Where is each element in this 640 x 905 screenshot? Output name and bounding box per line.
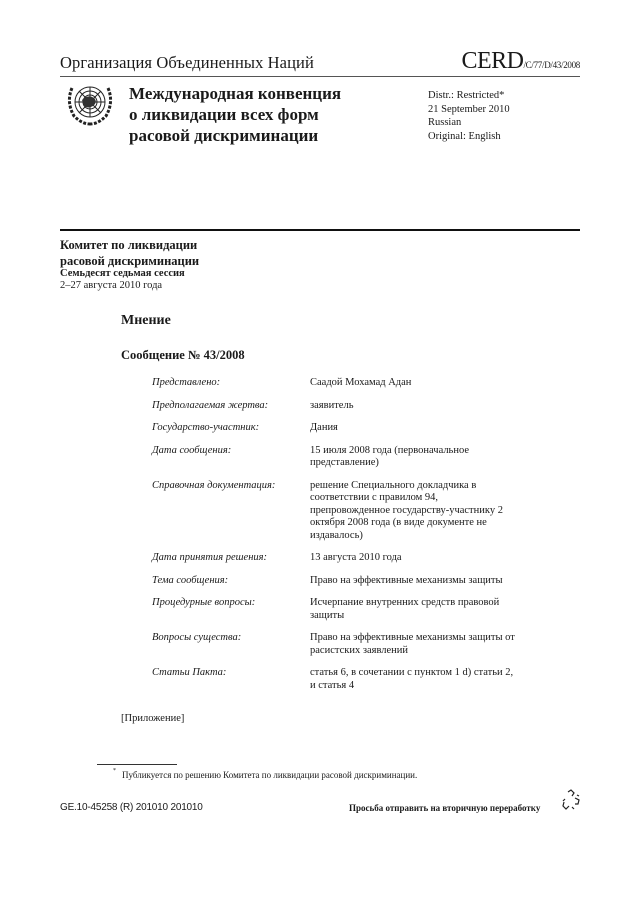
detail-value: Право на эффективные механизмы защиты [310, 574, 503, 586]
symbol-suffix: /C/77/D/43/2008 [523, 60, 580, 70]
communication-details [152, 377, 532, 702]
detail-label: Справочная документация: [152, 479, 276, 491]
detail-row [152, 445, 532, 470]
detail-value: заявитель [310, 399, 354, 411]
convention-title-line: расовой дискриминации [129, 126, 319, 145]
detail-value: 15 июля 2008 года (первоначальное представление) [310, 444, 470, 468]
convention-title [129, 83, 341, 146]
convention-title-line: Международная конвенция [129, 84, 342, 103]
detail-row [152, 377, 532, 390]
committee-name [60, 237, 199, 269]
recycle-text: Просьба отправить на вторичную переработку [349, 803, 541, 813]
detail-row [152, 632, 532, 657]
detail-row [152, 400, 532, 413]
distribution-language: Russian [428, 117, 462, 128]
distribution-status: Distr.: Restricted* [428, 90, 505, 101]
committee-name-line: расовой дискриминации [60, 254, 200, 268]
convention-title-line: о ликвидации всех форм [129, 105, 319, 124]
section-rule [60, 229, 580, 231]
detail-value: Исчерпание внутренних средств правовой защиты [310, 597, 500, 621]
committee-name-line: Комитет по ликвидации [60, 238, 198, 252]
detail-value: Дания [310, 422, 338, 433]
session-name: Семьдесят седьмая сессия [60, 268, 185, 279]
detail-label: Представлено: [152, 377, 221, 388]
footnote-marker: * [113, 768, 116, 774]
detail-label: Тема сообщения: [152, 574, 229, 586]
organization-name: Организация Объединенных Наций [60, 53, 314, 72]
footnote-rule [97, 764, 177, 765]
opinion-heading: Мнение [121, 313, 171, 328]
detail-label: Предполагаемая жертва: [152, 399, 269, 411]
document-symbol [461, 48, 580, 75]
detail-label: Дата сообщения: [152, 444, 232, 456]
detail-label: Дата принятия решения: [152, 552, 268, 563]
footnote-text: Публикуется по решению Комитета по ликвидации расовой дискриминации. [122, 770, 418, 780]
distribution-original: Original: English [428, 130, 501, 142]
detail-row [152, 422, 532, 435]
detail-row [152, 552, 532, 565]
detail-row [152, 597, 532, 622]
detail-value: Право на эффективные механизмы защиты от расистских заявлений [310, 632, 515, 656]
communication-number: Сообщение № 43/2008 [121, 348, 245, 362]
session-dates: 2–27 августа 2010 года [60, 280, 163, 291]
detail-value: статья 6, в сочетании с пунктом 1 d) статьи 2, и статья 4 [310, 667, 514, 691]
annex-note: [Приложение] [121, 713, 185, 724]
detail-value: Саадой Мохамад Адан [310, 377, 412, 388]
detail-value: решение Специального докладчика в соответствии с правилом 94, препровожденное государству-участнику 2 октября 2008 года (в виде документе не издавалось) [310, 479, 503, 541]
detail-label: Процедурные вопросы: [152, 597, 256, 608]
distribution-date: 21 September 2010 [428, 103, 510, 115]
un-emblem-icon [62, 80, 118, 128]
symbol-main: CERD [461, 48, 524, 74]
detail-row [152, 667, 532, 692]
detail-value: 13 августа 2010 года [310, 552, 402, 563]
detail-label: Вопросы существа: [152, 632, 242, 643]
header-rule [60, 76, 580, 77]
detail-row [152, 480, 532, 543]
footnote [113, 770, 417, 780]
detail-label: Статьи Пакта: [152, 667, 227, 678]
recycle-icon [560, 789, 582, 811]
job-number: GE.10-45258 (R) 201010 201010 [60, 802, 203, 813]
distribution-info [428, 89, 510, 143]
detail-label: Государство-участник: [152, 422, 260, 433]
detail-row [152, 575, 532, 588]
